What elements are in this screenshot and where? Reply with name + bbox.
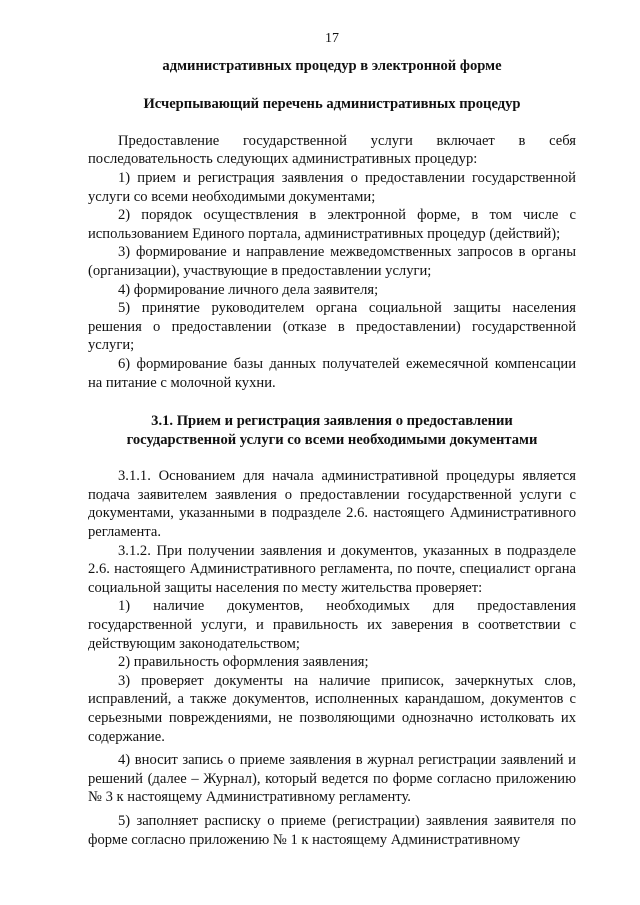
- list-item: 3) формирование и направление межведомственных запросов в органы (организации), участвующие в предоставлении услуги;: [88, 244, 576, 279]
- paragraph: 3.1.2. При получении заявления и документов, указанных в подразделе 2.6. настоящего Административного регламента, по почте, специалист органа социальной защиты населения по месту жительства проверяет:: [88, 542, 576, 596]
- list-item: 3) проверяет документы на наличие приписок, зачеркнутых слов, исправлений, а также документов, исполненных карандашом, документов с серьезными повреждениями, не позволяющими однозначно истолковать их содержание.: [88, 672, 576, 745]
- page-number: 17: [325, 31, 339, 46]
- subsection-title: [88, 412, 576, 449]
- heading-continuation: административных процедур в электронной форме: [162, 57, 502, 74]
- list-item: 6) формирование базы данных получателей ежемесячной компенсации на питание с молочной кухни.: [88, 355, 576, 391]
- subsection-title-line: 3.1. Прием и регистрация заявления о предоставлении: [151, 413, 513, 430]
- subsection-title-line: государственной услуги со всеми необходимыми документами: [126, 431, 538, 448]
- list-item: 2) правильность оформления заявления;: [118, 654, 369, 671]
- list-item: 4) формирование личного дела заявителя;: [118, 281, 379, 298]
- list-item: 2) порядок осуществления в электронной форме, в том числе с использованием Единого портала, административных процедур (действий);: [88, 207, 576, 242]
- list-item: 5) заполняет расписку о приеме (регистрации) заявления заявителя по форме согласно приложению № 1 к настоящему Административному: [88, 812, 576, 848]
- document-page: [88, 30, 576, 849]
- list-item: 1) наличие документов, необходимых для предоставления государственной услуги, и правильность их заверения в соответствии с действующим законодательством;: [88, 598, 576, 652]
- paragraph: Предоставление государственной услуги включает в себя последовательность следующих административных процедур:: [88, 132, 576, 168]
- list-item: 5) принятие руководителем органа социальной защиты населения решения о предоставлении (отказе в предоставлении) государственной услуги;: [88, 300, 576, 354]
- list-item: 4) вносит запись о приеме заявления в журнал регистрации заявлений и решений (далее – Журнал), который ведется по форме согласно приложению № 3 к настоящему Административному регламенту.: [88, 752, 576, 806]
- section-title: Исчерпывающий перечень административных процедур: [143, 96, 521, 113]
- list-item: 1) прием и регистрация заявления о предоставлении государственной услуги со всеми необходимыми документами;: [88, 169, 576, 205]
- paragraph: 3.1.1. Основанием для начала административной процедуры является подача заявителем заявления о предоставлении государственной услуги с документами, указанными в подразделе 2.6. настоящего Административного регламента.: [88, 468, 576, 541]
